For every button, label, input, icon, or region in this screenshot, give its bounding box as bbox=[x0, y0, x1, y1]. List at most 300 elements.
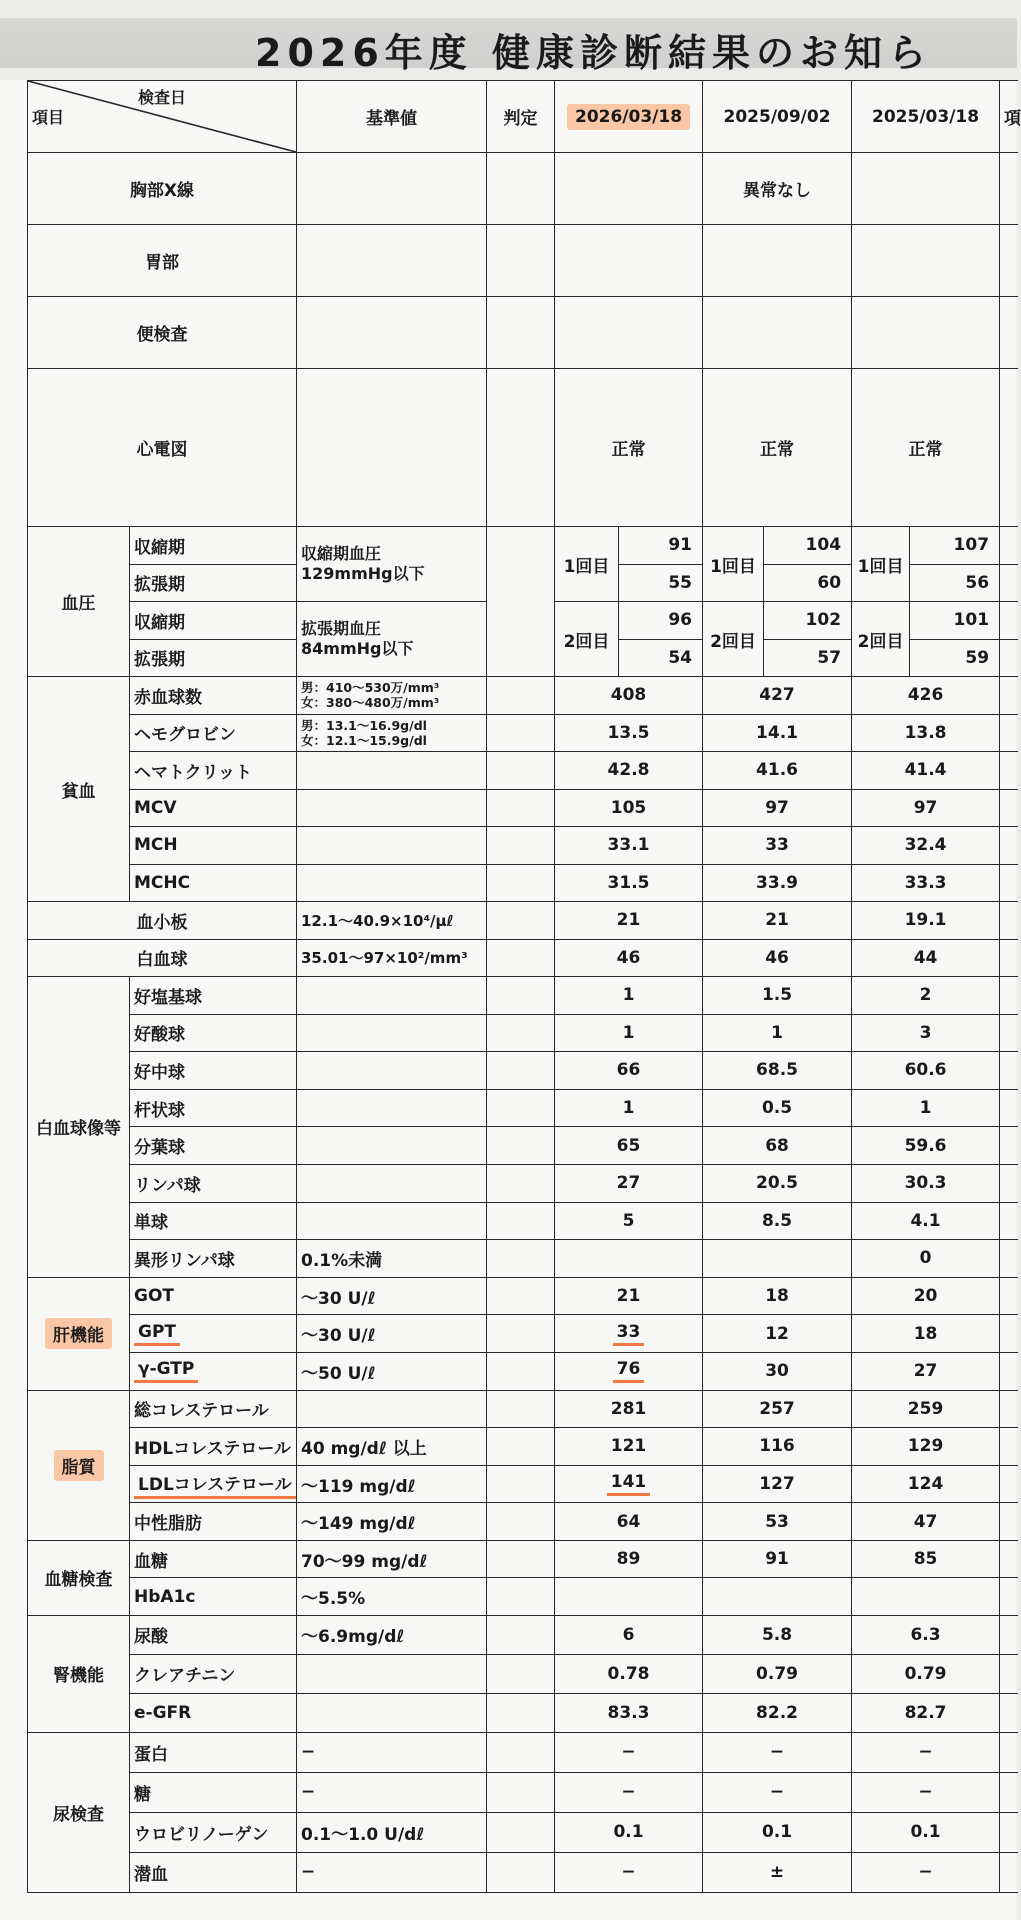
result-value: 33.3 bbox=[852, 864, 1000, 902]
header-item-date-cell bbox=[28, 81, 297, 153]
bp-value: 60 bbox=[764, 564, 852, 602]
table-row bbox=[28, 1693, 1018, 1732]
exam-name: 総コレステロール bbox=[130, 1390, 297, 1428]
extra-cell bbox=[1000, 369, 1018, 527]
extra-cell bbox=[1000, 1732, 1018, 1772]
result-value: 97 bbox=[852, 789, 1000, 827]
exam-name: 分葉球 bbox=[130, 1127, 297, 1165]
exam-date-label: 検査日 bbox=[137, 88, 186, 107]
exam-name bbox=[130, 1352, 297, 1390]
extra-cell bbox=[1000, 714, 1018, 752]
result-value: 59.6 bbox=[852, 1127, 1000, 1165]
bp-round-label: 2回目 bbox=[703, 602, 764, 677]
exam-name: MCV bbox=[130, 789, 297, 827]
result-value bbox=[555, 297, 703, 369]
table-row bbox=[28, 1052, 1018, 1090]
result-value: 82.2 bbox=[703, 1693, 852, 1732]
table-row bbox=[28, 714, 1018, 752]
extra-cell bbox=[1000, 1428, 1018, 1466]
result-value: 41.6 bbox=[703, 752, 852, 790]
extra-cell bbox=[1000, 1693, 1018, 1732]
reference-header: 基準値 bbox=[297, 81, 487, 153]
result-value bbox=[555, 1352, 703, 1390]
bp-value: 54 bbox=[619, 639, 703, 677]
bp-value: 91 bbox=[619, 527, 703, 565]
reference-cell bbox=[297, 297, 487, 369]
reference-cell: 35.01〜97×10²/mm³ bbox=[297, 939, 487, 977]
result-value: 18 bbox=[852, 1315, 1000, 1353]
judgment-cell bbox=[487, 1503, 555, 1541]
judgment-cell bbox=[487, 1852, 555, 1892]
judgment-cell bbox=[487, 1164, 555, 1202]
title-band bbox=[0, 18, 1017, 75]
table-row bbox=[28, 225, 1018, 297]
judgment-cell bbox=[487, 1240, 555, 1278]
reference-cell: 〜119 mg/dℓ bbox=[297, 1465, 487, 1503]
result-value: 1 bbox=[703, 1014, 852, 1052]
result-value: 14.1 bbox=[703, 714, 852, 752]
result-value: 1 bbox=[852, 1089, 1000, 1127]
exam-name: 糖 bbox=[130, 1772, 297, 1812]
result-value: 259 bbox=[852, 1390, 1000, 1428]
judgment-cell bbox=[487, 1089, 555, 1127]
bp-item: 拡張期 bbox=[130, 639, 297, 677]
table-row bbox=[28, 1240, 1018, 1278]
table-row bbox=[28, 1654, 1018, 1693]
judgment-cell bbox=[487, 1693, 555, 1732]
reference-cell bbox=[297, 1127, 487, 1165]
exam-name bbox=[130, 1315, 297, 1353]
extra-cell bbox=[1000, 1654, 1018, 1693]
result-value: 0.79 bbox=[703, 1654, 852, 1693]
result-value: 異常なし bbox=[703, 153, 852, 225]
result-value: 21 bbox=[555, 902, 703, 940]
extra-cell bbox=[1000, 1202, 1018, 1240]
results-sheet bbox=[0, 80, 1021, 1920]
table-row bbox=[28, 297, 1018, 369]
result-value: 3 bbox=[852, 1014, 1000, 1052]
extra-cell bbox=[1000, 564, 1018, 602]
date-header-2: 2025/09/02 bbox=[703, 81, 852, 153]
extra-cell bbox=[1000, 1277, 1018, 1315]
result-value: 89 bbox=[555, 1540, 703, 1578]
result-value: 正常 bbox=[555, 369, 703, 527]
bp-value: 101 bbox=[910, 602, 1000, 640]
result-value: 121 bbox=[555, 1428, 703, 1466]
extra-cell bbox=[1000, 1052, 1018, 1090]
reference-cell bbox=[297, 827, 487, 865]
exam-name: 胃部 bbox=[28, 225, 297, 297]
reference-cell bbox=[297, 1164, 487, 1202]
reference-cell bbox=[297, 789, 487, 827]
result-value: 0.1 bbox=[852, 1812, 1000, 1852]
extra-cell bbox=[1000, 1315, 1018, 1353]
reference-cell: 40 mg/dℓ 以上 bbox=[297, 1428, 487, 1466]
bp-item: 収縮期 bbox=[130, 602, 297, 640]
result-value: 65 bbox=[555, 1127, 703, 1165]
reference-line: 男：13.1〜16.9g/dl bbox=[301, 717, 427, 733]
reference-cell bbox=[297, 1014, 487, 1052]
judgment-cell bbox=[487, 225, 555, 297]
result-value bbox=[555, 1578, 703, 1616]
extra-cell bbox=[1000, 1390, 1018, 1428]
result-value: − bbox=[703, 1732, 852, 1772]
exam-name: 異形リンパ球 bbox=[130, 1240, 297, 1278]
judgment-cell bbox=[487, 527, 555, 677]
reference-cell: 70〜99 mg/dℓ bbox=[297, 1540, 487, 1578]
result-value: 1 bbox=[555, 1014, 703, 1052]
exam-name: e-GFR bbox=[130, 1693, 297, 1732]
item-label: 項目 bbox=[32, 108, 65, 127]
result-value: 408 bbox=[555, 677, 703, 715]
reference-line: 女：12.1〜15.9g/dl bbox=[301, 732, 427, 748]
result-value: 4.1 bbox=[852, 1202, 1000, 1240]
result-value: 33.1 bbox=[555, 827, 703, 865]
result-value: 427 bbox=[703, 677, 852, 715]
exam-name-text: γ-GTP bbox=[134, 1359, 198, 1383]
result-value: 64 bbox=[555, 1503, 703, 1541]
extra-cell bbox=[1000, 225, 1018, 297]
table-row bbox=[28, 939, 1018, 977]
judgment-cell bbox=[487, 1014, 555, 1052]
bp-value: 55 bbox=[619, 564, 703, 602]
judgment-header: 判定 bbox=[487, 81, 555, 153]
group-label: 貧血 bbox=[28, 677, 130, 902]
bp-value: 96 bbox=[619, 602, 703, 640]
extra-header: 項 bbox=[1000, 81, 1018, 153]
reference-cell bbox=[297, 1052, 487, 1090]
result-value: 46 bbox=[703, 939, 852, 977]
bp-round-label: 2回目 bbox=[852, 602, 910, 677]
result-value: − bbox=[555, 1852, 703, 1892]
table-row bbox=[28, 1615, 1018, 1654]
exam-name: 蛋白 bbox=[130, 1732, 297, 1772]
judgment-cell bbox=[487, 1615, 555, 1654]
result-value bbox=[555, 1465, 703, 1503]
result-value: 47 bbox=[852, 1503, 1000, 1541]
result-value: 13.5 bbox=[555, 714, 703, 752]
reference-cell bbox=[297, 1089, 487, 1127]
judgment-cell bbox=[487, 1578, 555, 1616]
result-value bbox=[703, 1240, 852, 1278]
bp-reference bbox=[297, 527, 487, 602]
result-value: − bbox=[852, 1732, 1000, 1772]
result-value bbox=[555, 225, 703, 297]
exam-name: GOT bbox=[130, 1277, 297, 1315]
table-row bbox=[28, 1315, 1018, 1353]
reference-cell: 0.1%未満 bbox=[297, 1240, 487, 1278]
result-value: 12 bbox=[703, 1315, 852, 1353]
group-label: 腎機能 bbox=[28, 1615, 130, 1732]
result-value bbox=[852, 1578, 1000, 1616]
exam-name: HDLコレステロール bbox=[130, 1428, 297, 1466]
result-value: 91 bbox=[703, 1540, 852, 1578]
exam-name: クレアチニン bbox=[130, 1654, 297, 1693]
group-label-text: 肝機能 bbox=[45, 1318, 112, 1349]
extra-cell bbox=[1000, 677, 1018, 715]
table-row bbox=[28, 1164, 1018, 1202]
extra-cell bbox=[1000, 1503, 1018, 1541]
result-value: 68 bbox=[703, 1127, 852, 1165]
table-row bbox=[28, 1772, 1018, 1812]
result-value bbox=[703, 1578, 852, 1616]
results-table bbox=[27, 80, 1021, 1893]
reference-cell: 〜30 U/ℓ bbox=[297, 1315, 487, 1353]
result-value: 33.9 bbox=[703, 864, 852, 902]
bp-round-label: 1回目 bbox=[555, 527, 619, 602]
judgment-cell bbox=[487, 1812, 555, 1852]
bp-item: 拡張期 bbox=[130, 564, 297, 602]
reference-cell: 12.1〜40.9×10⁴/μℓ bbox=[297, 902, 487, 940]
result-value: 0 bbox=[852, 1240, 1000, 1278]
exam-name: 血小板 bbox=[28, 902, 297, 940]
extra-cell bbox=[1000, 1089, 1018, 1127]
judgment-cell bbox=[487, 1732, 555, 1772]
judgment-cell bbox=[487, 902, 555, 940]
table-row bbox=[28, 1390, 1018, 1428]
reference-cell bbox=[297, 752, 487, 790]
table-row bbox=[28, 752, 1018, 790]
bp-round-label: 1回目 bbox=[852, 527, 910, 602]
exam-name: MCHC bbox=[130, 864, 297, 902]
group-label bbox=[28, 1390, 130, 1540]
table-row bbox=[28, 827, 1018, 865]
result-value bbox=[852, 297, 1000, 369]
extra-cell bbox=[1000, 1615, 1018, 1654]
judgment-cell bbox=[487, 789, 555, 827]
table-row bbox=[28, 864, 1018, 902]
result-value: − bbox=[555, 1772, 703, 1812]
result-value: 6.3 bbox=[852, 1615, 1000, 1654]
judgment-cell bbox=[487, 153, 555, 225]
group-label: 血糖検査 bbox=[28, 1540, 130, 1615]
result-value: 21 bbox=[703, 902, 852, 940]
judgment-cell bbox=[487, 977, 555, 1015]
extra-cell bbox=[1000, 1352, 1018, 1390]
result-value: 0.79 bbox=[852, 1654, 1000, 1693]
result-value: 0.1 bbox=[555, 1812, 703, 1852]
reference-cell: − bbox=[297, 1772, 487, 1812]
exam-name: 胸部X線 bbox=[28, 153, 297, 225]
judgment-cell bbox=[487, 1772, 555, 1812]
extra-cell bbox=[1000, 153, 1018, 225]
reference-cell bbox=[297, 1654, 487, 1693]
result-value bbox=[555, 1240, 703, 1278]
judgment-cell bbox=[487, 1052, 555, 1090]
table-row bbox=[28, 1352, 1018, 1390]
table-row bbox=[28, 1465, 1018, 1503]
result-value: 85 bbox=[852, 1540, 1000, 1578]
exam-name: 潜血 bbox=[130, 1852, 297, 1892]
result-value: 0.5 bbox=[703, 1089, 852, 1127]
judgment-cell bbox=[487, 1390, 555, 1428]
bp-value: 104 bbox=[764, 527, 852, 565]
reference-cell bbox=[297, 714, 487, 752]
flagged-value: 33 bbox=[613, 1322, 645, 1346]
reference-cell: 〜50 U/ℓ bbox=[297, 1352, 487, 1390]
result-value: 116 bbox=[703, 1428, 852, 1466]
judgment-cell bbox=[487, 864, 555, 902]
table-row bbox=[28, 1202, 1018, 1240]
extra-cell bbox=[1000, 1127, 1018, 1165]
table-row bbox=[28, 789, 1018, 827]
reference-line: 女：380〜480万/mm³ bbox=[301, 695, 440, 711]
table-row bbox=[28, 977, 1018, 1015]
result-value bbox=[555, 153, 703, 225]
result-value: 83.3 bbox=[555, 1693, 703, 1732]
judgment-cell bbox=[487, 1540, 555, 1578]
result-value: 0.78 bbox=[555, 1654, 703, 1693]
extra-cell bbox=[1000, 639, 1018, 677]
bp-round-label: 2回目 bbox=[555, 602, 619, 677]
exam-name: 中性脂肪 bbox=[130, 1503, 297, 1541]
bp-value: 102 bbox=[764, 602, 852, 640]
extra-cell bbox=[1000, 752, 1018, 790]
result-value: 82.7 bbox=[852, 1693, 1000, 1732]
result-value: 正常 bbox=[852, 369, 1000, 527]
table-row bbox=[28, 1277, 1018, 1315]
result-value: 1.5 bbox=[703, 977, 852, 1015]
group-label bbox=[28, 1277, 130, 1390]
judgment-cell bbox=[487, 939, 555, 977]
result-value: 21 bbox=[555, 1277, 703, 1315]
extra-cell bbox=[1000, 827, 1018, 865]
extra-cell bbox=[1000, 1540, 1018, 1578]
exam-name: 血糖 bbox=[130, 1540, 297, 1578]
result-value: 2 bbox=[852, 977, 1000, 1015]
result-value: 1 bbox=[555, 1089, 703, 1127]
judgment-cell bbox=[487, 1277, 555, 1315]
table-row bbox=[28, 1540, 1018, 1578]
judgment-cell bbox=[487, 297, 555, 369]
exam-name: ヘマトクリット bbox=[130, 752, 297, 790]
group-label-text: 脂質 bbox=[54, 1450, 104, 1481]
result-value: 8.5 bbox=[703, 1202, 852, 1240]
extra-cell bbox=[1000, 939, 1018, 977]
result-value: ± bbox=[703, 1852, 852, 1892]
reference-cell bbox=[297, 864, 487, 902]
result-value: 124 bbox=[852, 1465, 1000, 1503]
result-value: 41.4 bbox=[852, 752, 1000, 790]
reference-cell: − bbox=[297, 1732, 487, 1772]
bp-ref-line: 収縮期血圧 bbox=[301, 544, 382, 563]
result-value: 127 bbox=[703, 1465, 852, 1503]
table-row bbox=[28, 1428, 1018, 1466]
result-value bbox=[852, 153, 1000, 225]
table-row bbox=[28, 369, 1018, 527]
judgment-cell bbox=[487, 1202, 555, 1240]
extra-cell bbox=[1000, 977, 1018, 1015]
group-label: 白血球像等 bbox=[28, 977, 130, 1278]
exam-name-text: GPT bbox=[134, 1322, 180, 1346]
result-value: 68.5 bbox=[703, 1052, 852, 1090]
extra-cell bbox=[1000, 1772, 1018, 1812]
table-row bbox=[28, 1812, 1018, 1852]
reference-cell: 〜149 mg/dℓ bbox=[297, 1503, 487, 1541]
result-value bbox=[703, 297, 852, 369]
result-value: 32.4 bbox=[852, 827, 1000, 865]
result-value: 60.6 bbox=[852, 1052, 1000, 1090]
judgment-cell bbox=[487, 1654, 555, 1693]
extra-cell bbox=[1000, 902, 1018, 940]
judgment-cell bbox=[487, 752, 555, 790]
result-value: 53 bbox=[703, 1503, 852, 1541]
flagged-value: 141 bbox=[607, 1472, 651, 1496]
extra-cell bbox=[1000, 1465, 1018, 1503]
result-value: 5.8 bbox=[703, 1615, 852, 1654]
result-value: 1 bbox=[555, 977, 703, 1015]
exam-name: 杆状球 bbox=[130, 1089, 297, 1127]
result-value: 42.8 bbox=[555, 752, 703, 790]
result-value: 257 bbox=[703, 1390, 852, 1428]
bp-value: 59 bbox=[910, 639, 1000, 677]
date-header-3: 2025/03/18 bbox=[852, 81, 1000, 153]
result-value: 20 bbox=[852, 1277, 1000, 1315]
reference-line: 男：410〜530万/mm³ bbox=[301, 680, 440, 696]
extra-cell bbox=[1000, 1240, 1018, 1278]
result-value: 105 bbox=[555, 789, 703, 827]
bp-round-label: 1回目 bbox=[703, 527, 764, 602]
result-value: 44 bbox=[852, 939, 1000, 977]
bp-value: 56 bbox=[910, 564, 1000, 602]
exam-name: 単球 bbox=[130, 1202, 297, 1240]
reference-cell: 0.1〜1.0 U/dℓ bbox=[297, 1812, 487, 1852]
judgment-cell bbox=[487, 1352, 555, 1390]
bp-value: 107 bbox=[910, 527, 1000, 565]
result-value: 18 bbox=[703, 1277, 852, 1315]
bp-ref-line: 拡張期血圧 bbox=[301, 619, 382, 638]
result-value: 281 bbox=[555, 1390, 703, 1428]
result-value: 66 bbox=[555, 1052, 703, 1090]
table-row bbox=[28, 902, 1018, 940]
exam-name: ヘモグロビン bbox=[130, 714, 297, 752]
reference-cell: − bbox=[297, 1852, 487, 1892]
exam-name: 赤血球数 bbox=[130, 677, 297, 715]
result-value: 30 bbox=[703, 1352, 852, 1390]
result-value: 27 bbox=[555, 1164, 703, 1202]
bp-ref-line: 84mmHg以下 bbox=[301, 639, 414, 658]
page-title: 2026年度 健康診断結果のお知ら bbox=[255, 31, 932, 75]
extra-cell bbox=[1000, 297, 1018, 369]
reference-cell bbox=[297, 977, 487, 1015]
exam-name: 好中球 bbox=[130, 1052, 297, 1090]
table-row bbox=[28, 1127, 1018, 1165]
exam-name: 白血球 bbox=[28, 939, 297, 977]
result-value: 46 bbox=[555, 939, 703, 977]
result-value: 13.8 bbox=[852, 714, 1000, 752]
date-highlighted: 2026/03/18 bbox=[567, 104, 690, 130]
table-row bbox=[28, 1732, 1018, 1772]
result-value: 31.5 bbox=[555, 864, 703, 902]
result-value: 5 bbox=[555, 1202, 703, 1240]
table-row bbox=[28, 527, 1018, 565]
group-label: 尿検査 bbox=[28, 1732, 130, 1892]
exam-name: ウロビリノーゲン bbox=[130, 1812, 297, 1852]
reference-cell: 〜30 U/ℓ bbox=[297, 1277, 487, 1315]
exam-name: リンパ球 bbox=[130, 1164, 297, 1202]
judgment-cell bbox=[487, 714, 555, 752]
bp-reference bbox=[297, 602, 487, 677]
result-value: 20.5 bbox=[703, 1164, 852, 1202]
result-value: 426 bbox=[852, 677, 1000, 715]
result-value: − bbox=[555, 1732, 703, 1772]
exam-name: 心電図 bbox=[28, 369, 297, 527]
judgment-cell bbox=[487, 1315, 555, 1353]
exam-name: 好塩基球 bbox=[130, 977, 297, 1015]
judgment-cell bbox=[487, 369, 555, 527]
group-label: 血圧 bbox=[28, 527, 130, 677]
reference-cell bbox=[297, 1693, 487, 1732]
